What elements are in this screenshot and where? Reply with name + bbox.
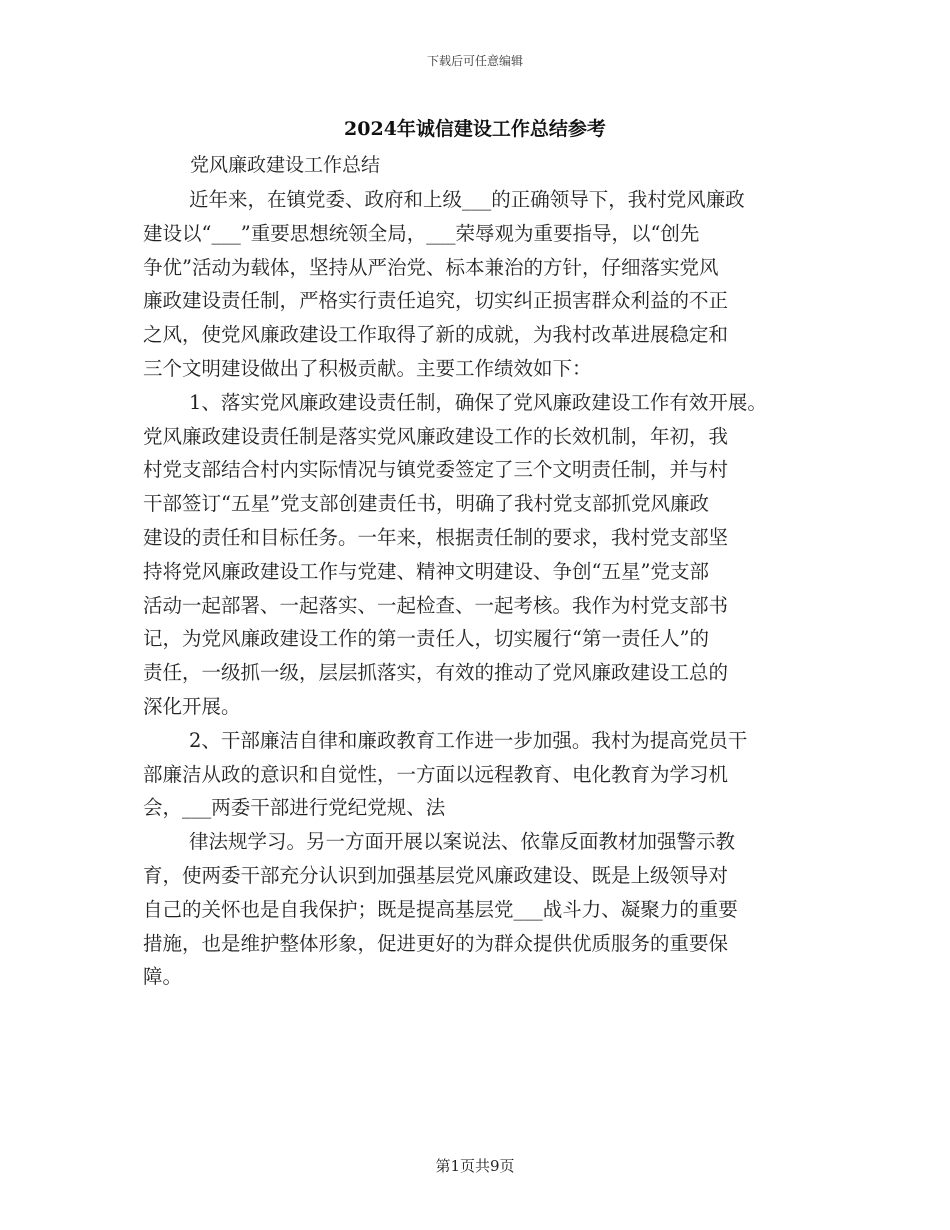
paragraph-line: 活动一起部署、一起落实、一起检查、一起考核。我作为村党支部书: [143, 593, 729, 617]
paragraph-line: 部廉洁从政的意识和自觉性，一方面以远程教育、电化教育为学习机: [143, 762, 729, 786]
paragraph-line: 1、落实党风廉政建设责任制，确保了党风廉政建设工作有效开展。: [189, 390, 767, 414]
paragraph-line: 近年来，在镇党委、政府和上级___的正确领导下，我村党风廉政: [189, 188, 745, 211]
paragraph-line: 干部签订“五星”党支部创建责任书，明确了我村党支部抓党风廉政: [143, 492, 709, 516]
paragraph-line: 村党支部结合村内实际情况与镇党委签定了三个文明责任制，并与村: [143, 458, 729, 482]
paragraph-line: 措施，也是维护整体形象，促进更好的为群众提供优质服务的重要保: [143, 931, 729, 955]
page-number: 第1页共9页: [435, 1157, 515, 1175]
paragraph-line: 自己的关怀也是自我保护；既是提高基层党___战斗力、凝聚力的重要: [143, 897, 738, 921]
body-text: [143, 183, 823, 994]
paragraph-line: 2、干部廉洁自律和廉政教育工作进一步加强。我村为提高党员干: [189, 728, 748, 752]
paragraph-line: 廉政建设责任制，严格实行责任追究，切实纠正损害群众利益的不正: [143, 289, 729, 313]
paragraph-line: 持将党风廉政建设工作与党建、精神文明建设、争创“五星”党支部: [143, 559, 709, 583]
paragraph-line: 之风，使党风廉政建设工作取得了新的成就，为我村改革进展稳定和: [143, 323, 729, 347]
paragraph-line: 争优”活动为载体，坚持从严治党、标本兼治的方针，仔细落实党风: [143, 255, 719, 279]
paragraph-line: 障。: [143, 965, 183, 989]
paragraph-line: 育，使两委干部充分认识到加强基层党风廉政建设、既是上级领导对: [143, 863, 729, 887]
header-note: 下载后可任意编辑: [426, 54, 523, 68]
page-title: 2024年诚信建设工作总结参考: [344, 118, 606, 140]
paragraph-line: 三个文明建设做出了积极贡献。主要工作绩效如下：: [143, 356, 592, 380]
paragraph-line: 律法规学习。另一方面开展以案说法、依靠反面教材加强警示教: [189, 830, 736, 854]
paragraph-line: 深化开展。: [143, 694, 241, 718]
paragraph-line: 建设以“___”重要思想统领全局，___荣辱观为重要指导，以“创先: [143, 221, 700, 245]
paragraph-line: 会，___两委干部进行党纪党规、法: [143, 796, 446, 820]
paragraph-line: 记，为党风廉政建设工作的第一责任人，切实履行“第一责任人”的: [143, 627, 709, 651]
paragraph-line: 建设的责任和目标任务。一年来，根据责任制的要求，我村党支部坚: [143, 525, 729, 549]
paragraph-line: 责任，一级抓一级，层层抓落实，有效的推动了党风廉政建设工总的: [143, 661, 729, 685]
section-subtitle: 党风廉政建设工作总结: [190, 154, 381, 176]
paragraph-line: 党风廉政建设责任制是落实党风廉政建设工作的长效机制，年初，我: [143, 424, 729, 448]
